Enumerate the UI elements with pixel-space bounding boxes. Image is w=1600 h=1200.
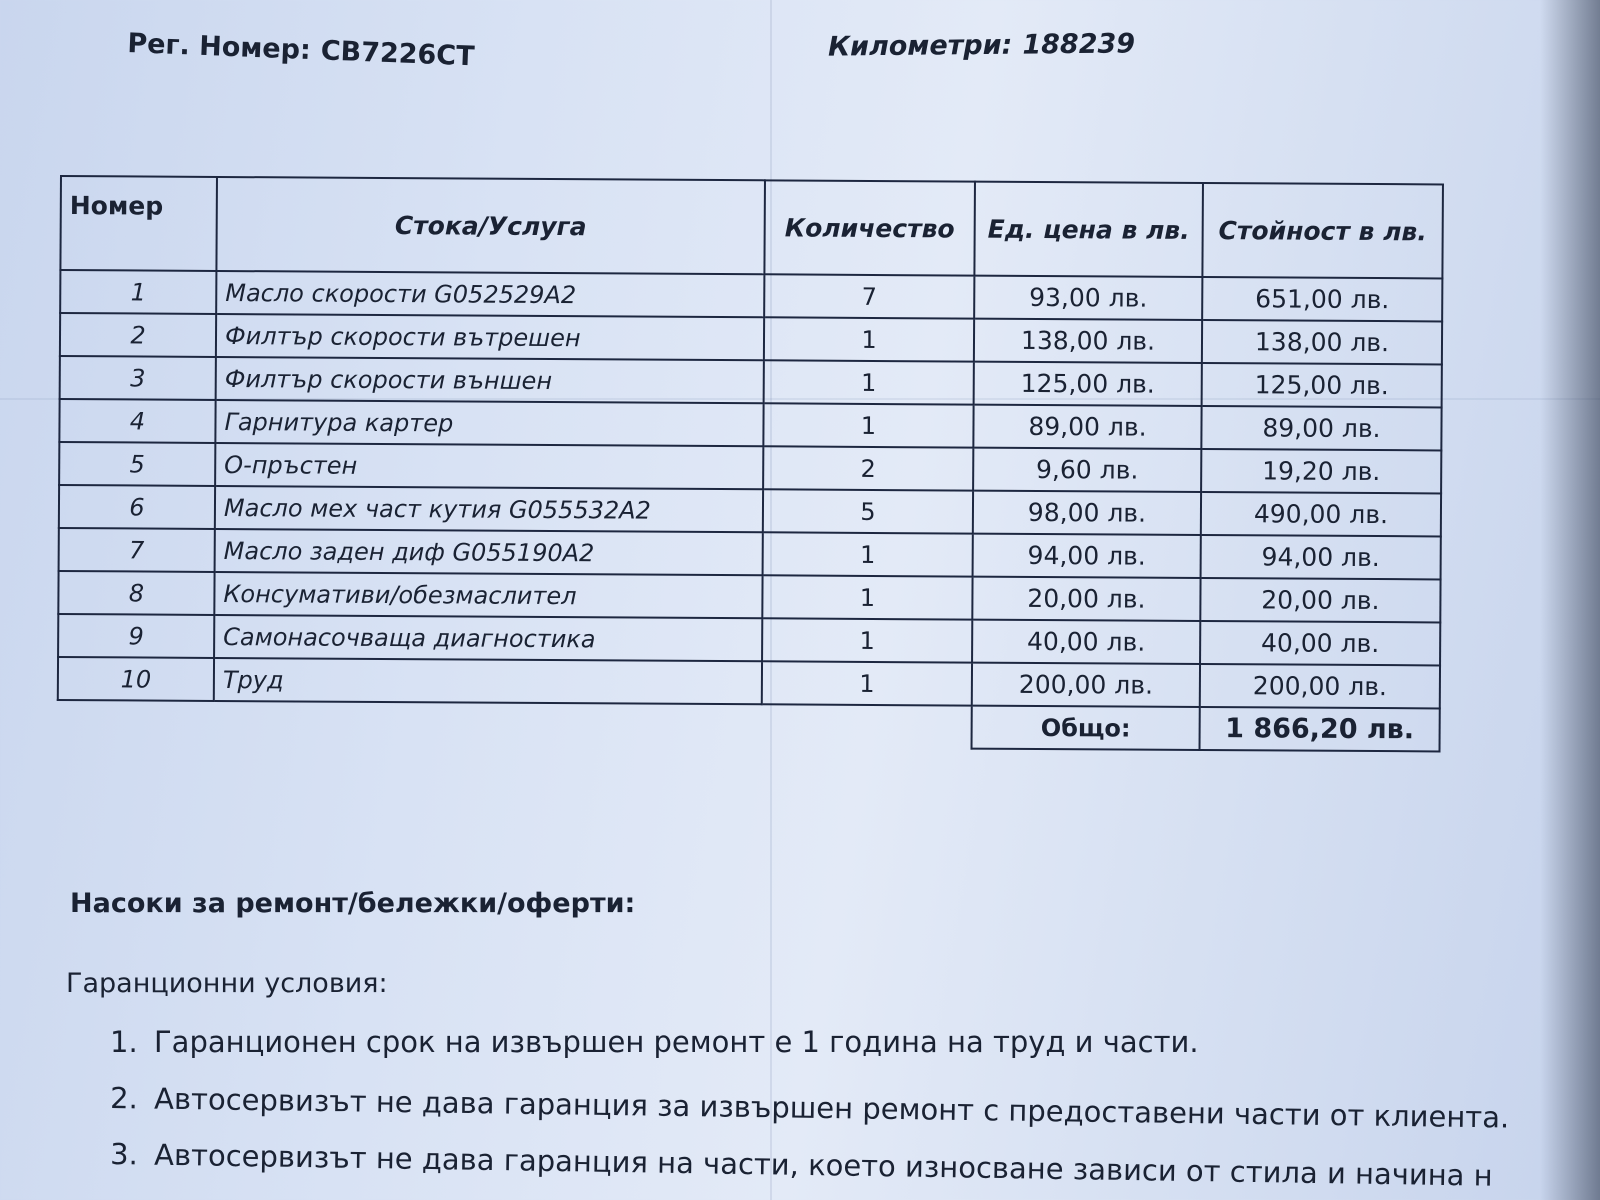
row-total: 89,00 лв. <box>1201 406 1441 450</box>
row-quantity: 1 <box>763 532 973 576</box>
row-number: 2 <box>60 313 216 357</box>
sum-value: 1 866,20 лв. <box>1200 707 1440 751</box>
sum-label: Общо: <box>972 706 1200 750</box>
row-total: 651,00 лв. <box>1202 277 1442 321</box>
row-quantity: 2 <box>763 446 973 490</box>
header-unit-price: Ед. цена в лв. <box>974 182 1203 277</box>
warranty-title: Гаранционни условия: <box>66 968 388 999</box>
invoice-table-wrapper <box>57 175 1444 752</box>
header-quantity: Количество <box>764 180 975 275</box>
row-item: Масло мех част кутия G055532A2 <box>215 486 763 532</box>
row-number: 8 <box>58 571 214 615</box>
row-unit-price: 94,00 лв. <box>973 534 1201 578</box>
row-number: 1 <box>60 270 216 314</box>
row-total: 490,00 лв. <box>1201 492 1441 536</box>
table-header-row <box>60 176 1443 278</box>
mileage-value: 188239 <box>1022 28 1136 61</box>
row-quantity: 1 <box>762 661 972 705</box>
row-unit-price: 138,00 лв. <box>974 319 1202 363</box>
invoice-table <box>57 175 1444 752</box>
list-item <box>110 1025 1560 1081</box>
row-unit-price: 9,60 лв. <box>973 448 1201 492</box>
term-number: 3. <box>109 1137 139 1172</box>
mileage-label: Километри: <box>827 29 1013 63</box>
row-unit-price: 200,00 лв. <box>972 663 1200 707</box>
row-item: Консумативи/обезмаслител <box>214 572 762 618</box>
term-text: Автосервизът не дава гаранция за извършен ремонт с предоставени части от клиента. <box>153 1081 1510 1135</box>
header-item: Стока/Услуга <box>216 177 765 274</box>
row-total: 94,00 лв. <box>1201 535 1441 579</box>
row-quantity: 1 <box>762 618 972 662</box>
row-item: Филтър скорости вътрешен <box>216 314 764 360</box>
header-total: Стойност в лв. <box>1202 183 1443 278</box>
row-quantity: 5 <box>763 489 973 533</box>
row-item: Масло заден диф G055190A2 <box>215 529 763 575</box>
row-item: Филтър скорости външен <box>216 357 764 403</box>
row-quantity: 1 <box>763 403 973 447</box>
row-unit-price: 125,00 лв. <box>974 362 1202 406</box>
row-unit-price: 20,00 лв. <box>972 577 1200 621</box>
sum-spacer <box>58 700 972 749</box>
row-number: 9 <box>58 614 214 658</box>
row-number: 4 <box>59 399 215 443</box>
page-edge-shadow <box>1540 0 1600 1200</box>
row-item: Масло скорости G052529A2 <box>216 271 764 317</box>
row-quantity: 1 <box>762 575 972 619</box>
row-quantity: 1 <box>764 360 974 404</box>
row-item: Гарнитура картер <box>215 400 763 446</box>
row-number: 7 <box>59 528 215 572</box>
row-unit-price: 93,00 лв. <box>974 276 1202 320</box>
term-text: Гаранционен срок на извършен ремонт е 1 година на труд и части. <box>154 1025 1199 1059</box>
header-number: Номер <box>60 176 217 271</box>
row-total: 200,00 лв. <box>1200 664 1440 708</box>
term-text: Автосервизът не дава гаранция на части, което износване зависи от стила и начина н <box>153 1137 1493 1193</box>
row-number: 10 <box>58 657 214 701</box>
row-item: Труд <box>214 658 762 704</box>
row-number: 3 <box>60 356 216 400</box>
row-quantity: 1 <box>764 317 974 361</box>
sum-row <box>58 700 1440 751</box>
term-number: 1. <box>110 1025 138 1059</box>
notes-title: Насоки за ремонт/бележки/оферти: <box>70 888 636 919</box>
row-total: 20,00 лв. <box>1200 578 1440 622</box>
row-total: 40,00 лв. <box>1200 621 1440 665</box>
row-number: 6 <box>59 485 215 529</box>
row-total: 19,20 лв. <box>1201 449 1441 493</box>
registration-number <box>127 28 475 72</box>
row-unit-price: 98,00 лв. <box>973 491 1201 535</box>
row-item: О-пръстен <box>215 443 763 489</box>
row-unit-price: 40,00 лв. <box>972 620 1200 664</box>
term-number: 2. <box>109 1081 139 1116</box>
row-quantity: 7 <box>764 274 974 318</box>
row-total: 138,00 лв. <box>1202 320 1442 364</box>
warranty-terms-list <box>110 1025 1560 1193</box>
row-total: 125,00 лв. <box>1202 363 1442 407</box>
row-unit-price: 89,00 лв. <box>973 405 1201 449</box>
registration-label: Рег. Номер: <box>126 28 312 67</box>
mileage <box>828 28 1135 62</box>
row-number: 5 <box>59 442 215 486</box>
row-item: Самонасочваща диагностика <box>214 615 762 661</box>
registration-value: СВ7226СТ <box>320 35 476 73</box>
